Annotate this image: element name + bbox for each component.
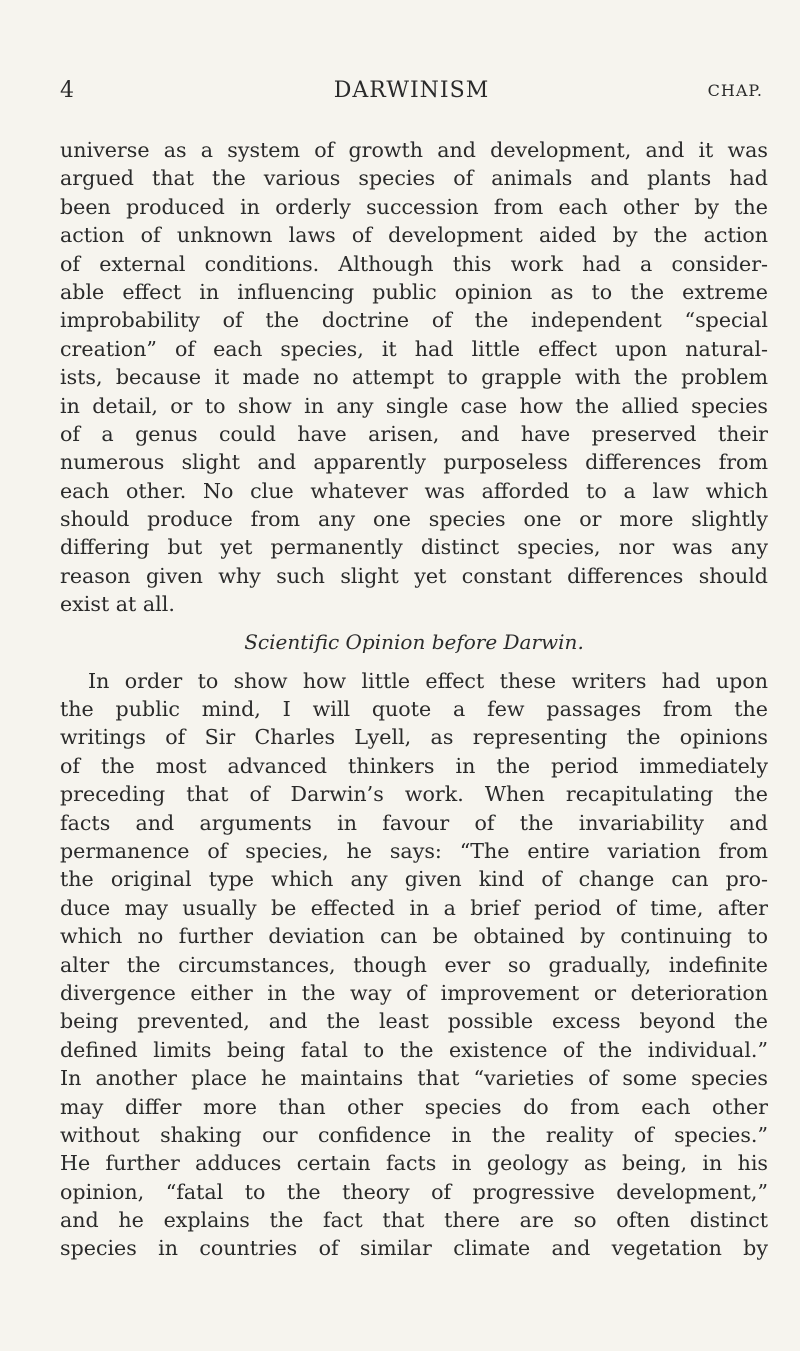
text-line: each other. No clue whatever was afforded to a law which (60, 478, 768, 503)
text-line: action of unknown laws of development aided by the action (60, 223, 768, 248)
text-line: He further adduces certain facts in geology as being, in his (60, 1151, 768, 1176)
text-line: been produced in orderly succession from each other by the (60, 194, 768, 219)
text-line: the public mind, I will quote a few passages from the (60, 697, 768, 722)
text-line: In order to show how little effect these writers had upon (88, 668, 768, 693)
text-line: which no further deviation can be obtained by continuing to (60, 924, 768, 949)
text-line: the original type which any given kind of change can pro- (60, 867, 768, 892)
text-line: able effect in influencing public opinion as to the extreme (60, 279, 768, 304)
text-line: opinion, “fatal to the theory of progressive development,” (60, 1179, 768, 1204)
text-line: divergence either in the way of improvement or deterioration (60, 980, 768, 1005)
text-line: species in countries of similar climate and vegetation by (60, 1236, 768, 1261)
section-heading: Scientific Opinion before Darwin. (244, 629, 584, 654)
text-line: universe as a system of growth and development, and it was (60, 138, 768, 162)
chapter-label: CHAP. (707, 81, 763, 100)
text-line: duce may usually be effected in a brief period of time, after (60, 895, 768, 920)
text-line: in detail, or to show in any single case how the allied species (60, 393, 768, 418)
body-text (60, 136, 768, 1263)
text-line: of external conditions. Although this work had a consider- (60, 251, 768, 276)
text-line: In another place he maintains that “varieties of some species (60, 1066, 768, 1091)
text-line: improbability of the doctrine of the independent “special (60, 308, 768, 333)
text-line: numerous slight and apparently purposeless differences from (60, 450, 768, 475)
text-line: of the most advanced thinkers in the period immediately (60, 753, 768, 778)
text-line: may differ more than other species do from each other (60, 1094, 768, 1119)
text-line: writings of Sir Charles Lyell, as representing the opinions (60, 725, 768, 750)
page-number: 4 (60, 78, 74, 103)
text-line: preceding that of Darwin’s work. When recapitulating the (60, 782, 768, 807)
text-line: and he explains the fact that there are so often distinct (60, 1208, 768, 1233)
running-head: DARWINISM (333, 78, 490, 103)
text-line: alter the circumstances, though ever so gradually, indefinite (60, 952, 768, 977)
text-line: without shaking our confidence in the reality of species.” (60, 1122, 768, 1147)
text-line: permanence of species, he says: “The entire variation from (60, 838, 768, 863)
text-line: creation” of each species, it had little effect upon natural- (60, 336, 768, 361)
text-line: being prevented, and the least possible excess beyond the (60, 1009, 768, 1034)
text-line: argued that the various species of animals and plants had (60, 166, 768, 191)
text-line: of a genus could have arisen, and have preserved their (60, 421, 768, 446)
text-line: should produce from any one species one or more slightly (60, 507, 768, 532)
paragraph (60, 136, 768, 619)
text-line: exist at all. (60, 592, 175, 617)
text-line: facts and arguments in favour of the invariability and (60, 810, 768, 835)
text-line: differing but yet permanently distinct species, nor was any (60, 535, 768, 560)
text-line: ists, because it made no attempt to grapple with the problem (60, 365, 768, 390)
paragraph (60, 667, 768, 1263)
page-header (60, 78, 763, 108)
text-line: defined limits being fatal to the existence of the individual.” (60, 1037, 768, 1062)
text-line: reason given why such slight yet constant differences should (60, 563, 768, 588)
